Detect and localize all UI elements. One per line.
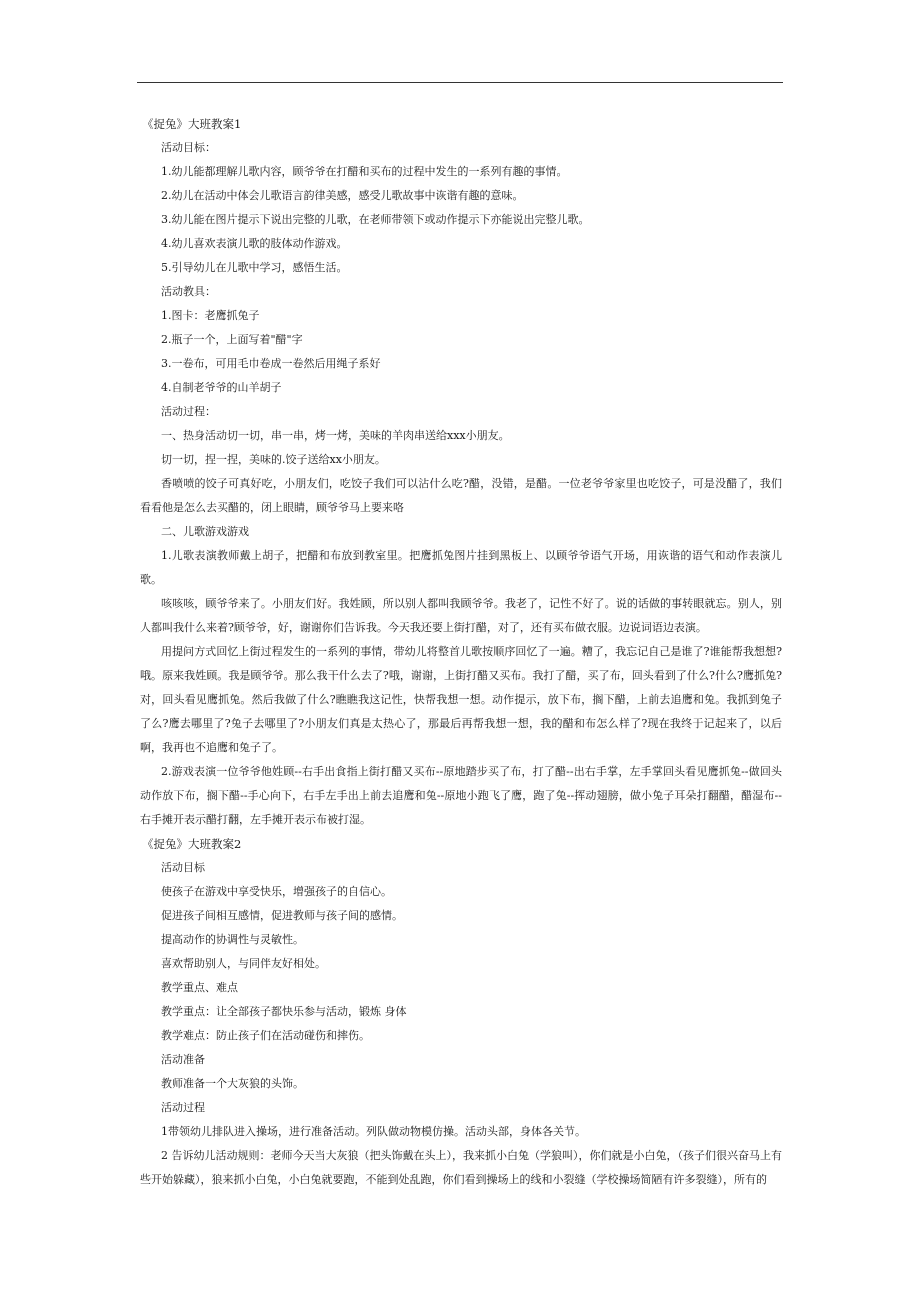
- material-item: 3.一卷布，可用毛巾卷成一卷然后用绳子系好: [161, 357, 381, 370]
- materials-heading: 活动教具：: [161, 285, 216, 298]
- prep-heading: 活动准备: [161, 1053, 205, 1066]
- game-heading: 二、儿歌游戏游戏: [161, 525, 249, 538]
- material-item: 2.瓶子一个，上面写着"醋"字: [161, 333, 303, 346]
- lesson-title-2: 《捉兔》大班教案2: [142, 837, 242, 851]
- game-paragraph: 咳咳咳，顾爷爷来了。小朋友们好。我姓顾，所以别人都叫我顾爷爷。我老了，记性不好了。说的话做的事转眼就忘。别人，别人都叫我什么来着?顾爷爷，好，谢谢你们告诉我。今天我还要上街打醋，对了，还有买布做衣服。边说词语边表演。: [140, 597, 782, 634]
- warmup-line: 一、热身活动切一切，串一串，烤一烤，美味的羊肉串送给xxx小朋友。: [161, 429, 510, 442]
- goal-item: 使孩子在游戏中享受快乐，增强孩子的自信心。: [161, 885, 392, 898]
- step-paragraph: 2 告诉幼儿活动规则：老师今天当大灰狼（把头饰戴在头上），我来抓小白兔（学狼叫），你们就是小白兔，（孩子们很兴奋马上有些开始躲藏），狼来抓小白兔，小白兔就要跑，不能到处乱跑，你们看到操场上的线和小裂缝（学校操场简陋有许多裂缝），所有的: [140, 1149, 782, 1186]
- goals-heading: 活动目标: [161, 861, 205, 874]
- lesson-title-1: 《捉兔》大班教案1: [142, 117, 242, 131]
- prep-line: 教师准备一个大灰狼的头饰。: [161, 1077, 304, 1090]
- difficulty-line: 教学难点：防止孩子们在活动碰伤和摔伤。: [161, 1029, 370, 1042]
- objective-item: 5.引导幼儿在儿歌中学习，感悟生活。: [161, 261, 348, 274]
- keypoints-heading: 教学重点、难点: [161, 981, 238, 994]
- document-body: [140, 112, 782, 1192]
- game-paragraph: 用提问方式回忆上街过程发生的一系列的事情，带幼儿将整首儿歌按顺序回忆了一遍。糟了，我忘记自己是谁了?谁能帮我想想?哦。原来我姓顾。我是顾爷爷。那么我干什么去了?哦，谢谢，上街打醋又买布。我打了醋，买了布，回头看到了什么?什么?鹰抓兔?对，回头看见鹰抓兔。然后我做了什么?瞧瞧我这记性，快帮我想一想。动作提示，放下布，搁下醋，上前去追鹰和兔。我抓到兔子了么?鹰去哪里了?兔子去哪里了?小朋友们真是太热心了，那最后再帮我想一想，我的醋和布怎么样了?现在我终于记起来了，以后啊，我再也不追鹰和兔子了。: [140, 645, 782, 754]
- process2-heading: 活动过程: [161, 1101, 205, 1114]
- keypoint-line: 教学重点：让全部孩子都快乐参与活动，锻炼 身体: [161, 1005, 407, 1018]
- objectives-heading: 活动目标：: [161, 141, 216, 154]
- goal-item: 促进孩子间相互感情，促进教师与孩子间的感情。: [161, 909, 403, 922]
- goal-item: 喜欢帮助别人，与同伴友好相处。: [161, 957, 326, 970]
- header-rule: [137, 82, 783, 83]
- step-line: 1带领幼儿排队进入操场，进行准备活动。列队做动物模仿操。活动头部，身体各关节。: [161, 1125, 586, 1138]
- objective-item: 1.幼儿能都理解儿歌内容，顾爷爷在打醋和买布的过程中发生的一系列有趣的事情。: [161, 165, 568, 178]
- goal-item: 提高动作的协调性与灵敏性。: [161, 933, 304, 946]
- process-heading: 活动过程：: [161, 405, 216, 418]
- material-item: 4.自制老爷爷的山羊胡子: [161, 381, 282, 394]
- objective-item: 3.幼儿能在图片提示下说出完整的儿歌，在老师带领下或动作提示下亦能说出完整儿歌。: [161, 213, 590, 226]
- material-item: 1.图卡：老鹰抓兔子: [161, 309, 260, 322]
- warmup-paragraph: 香喷喷的饺子可真好吃，小朋友们，吃饺子我们可以沾什么吃?醋，没错，是醋。一位老爷爷家里也吃饺子，可是没醋了，我们看看他是怎么去买醋的，闭上眼睛，顾爷爷马上要来咯: [140, 477, 782, 514]
- game-paragraph: 1.儿歌表演教师戴上胡子，把醋和布放到教室里。把鹰抓兔图片挂到黑板上、以顾爷爷语气开场，用诙谐的语气和动作表演儿歌。: [140, 549, 782, 586]
- objective-item: 2.幼儿在活动中体会儿歌语言韵律美感，感受儿歌故事中诙谐有趣的意味。: [161, 189, 524, 202]
- game-paragraph: 2.游戏表演一位爷爷他姓顾--右手出食指上街打醋又买布--原地踏步买了布，打了醋--出右手掌，左手掌回头看见鹰抓兔--做回头动作放下布，搁下醋--手心向下，右手左手出上前去追鹰和兔--原地小跑飞了鹰，跑了兔--挥动翅膀，做小兔子耳朵打翻醋，醋湿布--右手摊开表示醋打翻，左手摊开表示布被打湿。: [140, 765, 782, 826]
- warmup-line: 切一切，捏一捏，美味的.饺子送给xx小朋友。: [161, 453, 386, 466]
- objective-item: 4.幼儿喜欢表演儿歌的肢体动作游戏。: [161, 237, 348, 250]
